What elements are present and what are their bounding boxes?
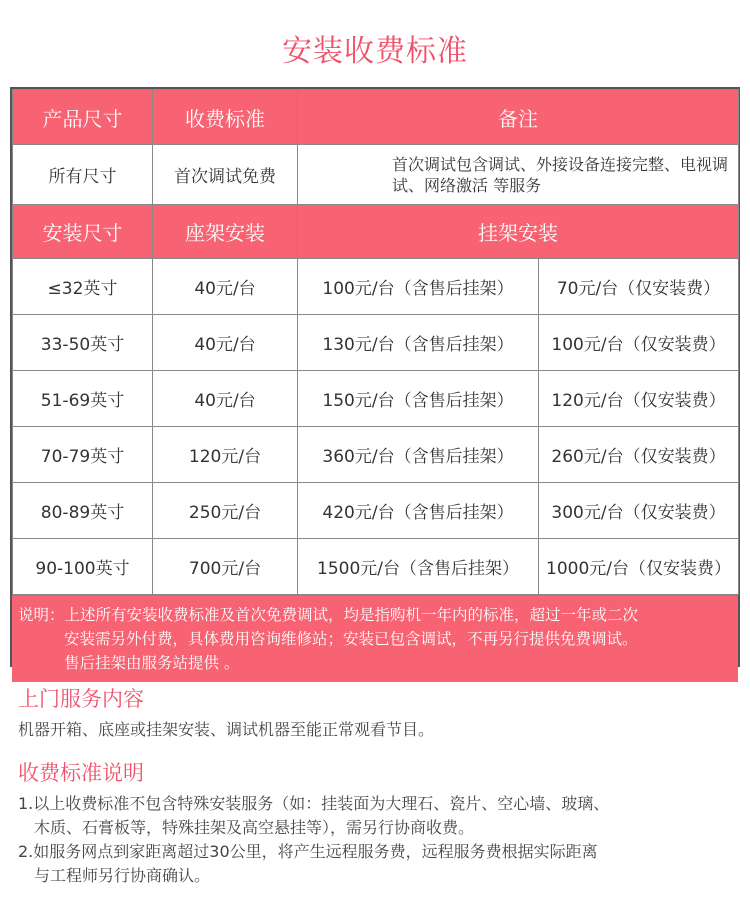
header-fee-standard: 收费标准 xyxy=(153,90,298,145)
cell-seat-fee: 40元/台 xyxy=(153,315,298,371)
cell-size: 33-50英寸 xyxy=(13,315,153,371)
header-row-1 xyxy=(13,90,739,145)
explanation-line-2: 安装需另外付费，具体费用咨询维修站；安装已包含调试，不再另行提供免费调试。 xyxy=(64,630,638,648)
service-section-title: 上门服务内容 xyxy=(18,687,144,711)
cell-hang-only: 260元/台（仅安装费） xyxy=(539,427,739,483)
cell-hang-with-bracket: 420元/台（含售后挂架） xyxy=(298,483,539,539)
table-row xyxy=(13,315,739,371)
cell-seat-fee: 40元/台 xyxy=(153,259,298,315)
cell-seat-fee: 700元/台 xyxy=(153,539,298,595)
header-seat-install: 座架安装 xyxy=(153,205,298,259)
cell-hang-only: 100元/台（仅安装费） xyxy=(539,315,739,371)
explanation-line-1: 说明：上述所有安装收费标准及首次免费调试，均是指购机一年内的标准，超过一年或二次 xyxy=(18,606,639,624)
fee-table xyxy=(12,89,739,595)
explanation-note xyxy=(12,595,738,682)
cell-size: 51-69英寸 xyxy=(13,371,153,427)
charge-section-body xyxy=(18,792,609,888)
cell-seat-fee: 40元/台 xyxy=(153,371,298,427)
service-section-body: 机器开箱、底座或挂架安装、调试机器至能正常观看节目。 xyxy=(18,720,435,739)
header-install-size: 安装尺寸 xyxy=(13,205,153,259)
table-row xyxy=(13,427,739,483)
cell-size: 70-79英寸 xyxy=(13,427,153,483)
table-row xyxy=(13,539,739,595)
charge-section-title: 收费标准说明 xyxy=(18,761,144,785)
cell-hang-with-bracket: 100元/台（含售后挂架） xyxy=(298,259,539,315)
cell-size: 90-100英寸 xyxy=(13,539,153,595)
cell-all-sizes: 所有尺寸 xyxy=(13,145,153,205)
cell-hang-with-bracket: 150元/台（含售后挂架） xyxy=(298,371,539,427)
cell-first-debug-free: 首次调试免费 xyxy=(153,145,298,205)
header-product-size: 产品尺寸 xyxy=(13,90,153,145)
header-remark: 备注 xyxy=(298,90,739,145)
cell-hang-only: 120元/台（仅安装费） xyxy=(539,371,739,427)
table-row xyxy=(13,483,739,539)
cell-seat-fee: 250元/台 xyxy=(153,483,298,539)
page-title: 安装收费标准 xyxy=(282,34,468,69)
header-row-2 xyxy=(13,205,739,259)
cell-size: ≤32英寸 xyxy=(13,259,153,315)
table-row xyxy=(13,259,739,315)
cell-remark-note: 首次调试包含调试、外接设备连接完整、电视调试、网络激活 等服务 xyxy=(298,145,739,205)
explanation-line-3: 售后挂架由服务站提供 。 xyxy=(64,654,240,672)
charge-item-1-line-2: 木质、石膏板等，特殊挂架及高空悬挂等），需另行协商收费。 xyxy=(34,818,475,837)
table-row-all-sizes xyxy=(13,145,739,205)
cell-hang-with-bracket: 130元/台（含售后挂架） xyxy=(298,315,539,371)
table-row xyxy=(13,371,739,427)
fee-table-container xyxy=(10,87,740,672)
cell-seat-fee: 120元/台 xyxy=(153,427,298,483)
cell-hang-with-bracket: 360元/台（含售后挂架） xyxy=(298,427,539,483)
cell-hang-with-bracket: 1500元/台（含售后挂架） xyxy=(298,539,539,595)
charge-item-2-line-2: 与工程师另行协商确认。 xyxy=(34,866,211,885)
cell-hang-only: 1000元/台（仅安装费） xyxy=(539,539,739,595)
cell-hang-only: 70元/台（仅安装费） xyxy=(539,259,739,315)
charge-item-2-line-1: 2.如服务网点到家距离超过30公里，将产生远程服务费，远程服务费根据实际距离 xyxy=(18,842,598,861)
charge-item-1-line-1: 1.以上收费标准不包含特殊安装服务（如：挂装面为大理石、瓷片、空心墙、玻璃、 xyxy=(18,794,610,813)
cell-size: 80-89英寸 xyxy=(13,483,153,539)
cell-hang-only: 300元/台（仅安装费） xyxy=(539,483,739,539)
header-hang-install: 挂架安装 xyxy=(298,205,739,259)
